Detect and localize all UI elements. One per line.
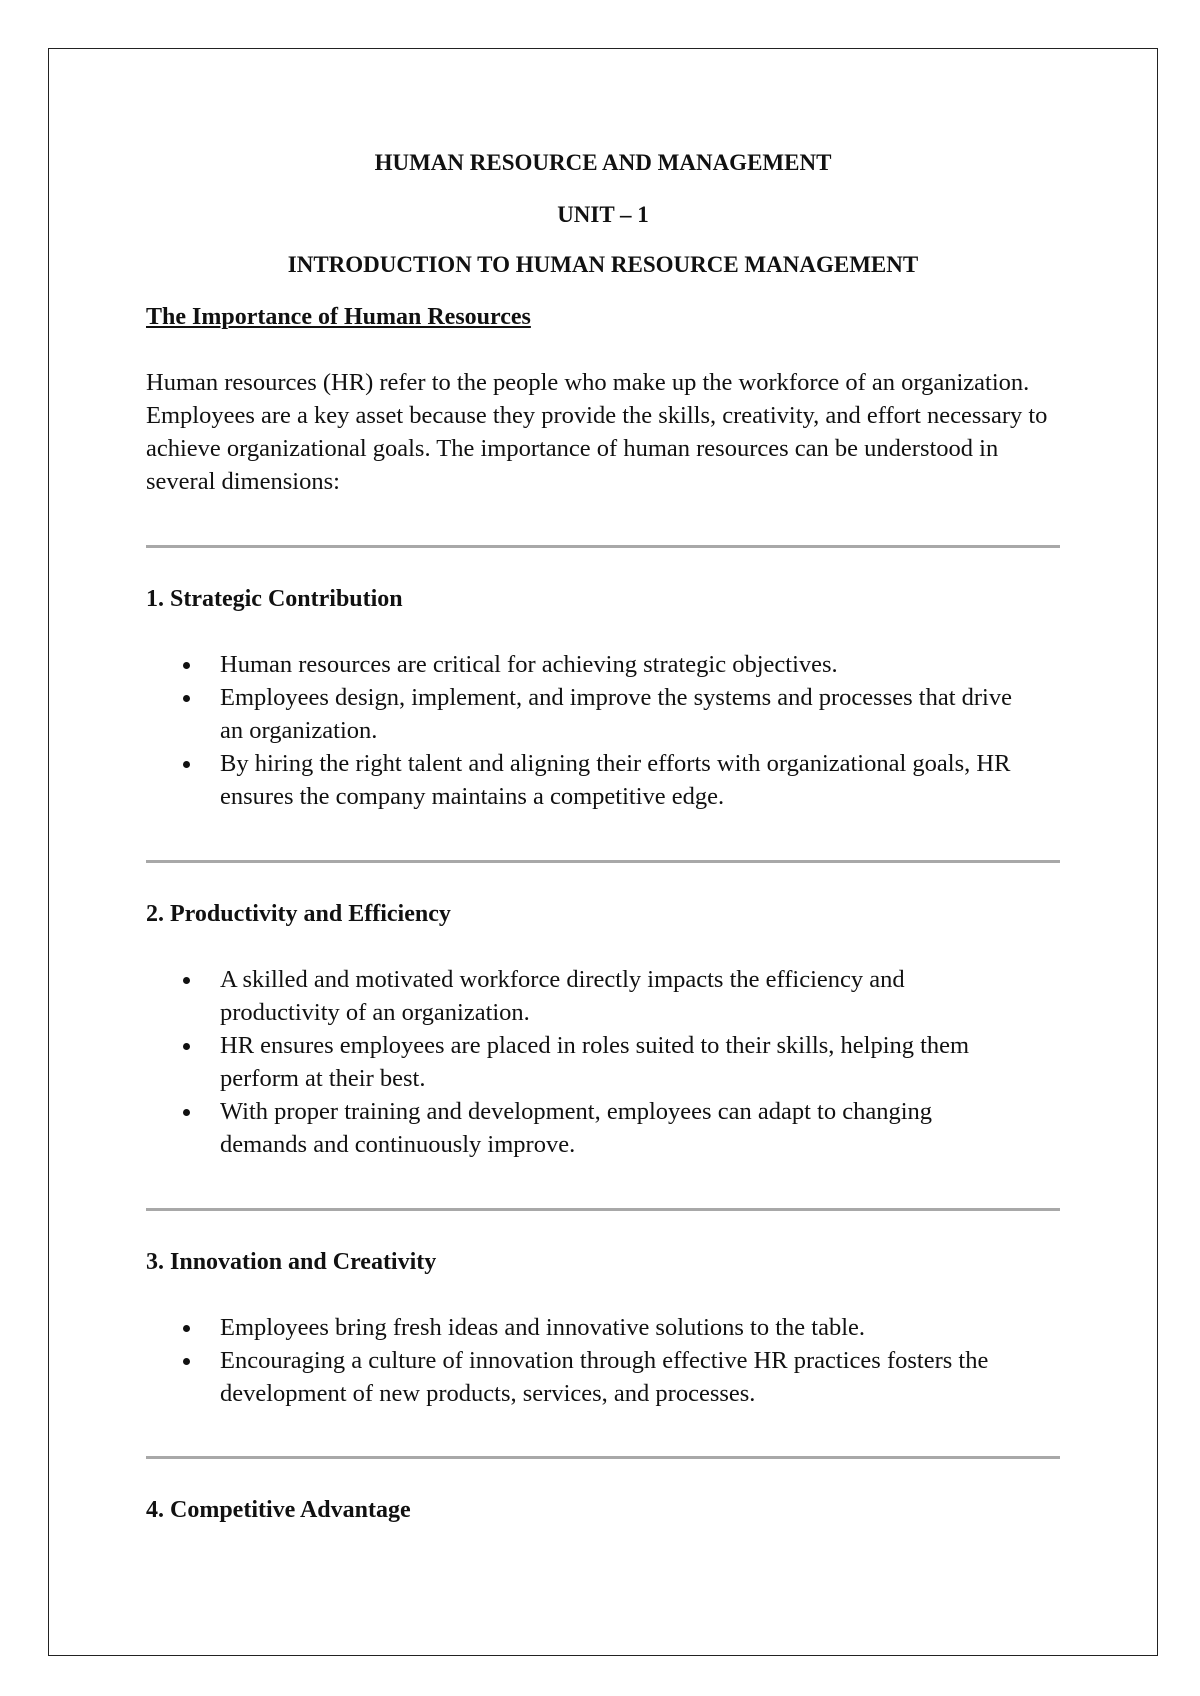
list-item: [146, 681, 1060, 747]
list-item-text: Employees bring fresh ideas and innovative solutions to the table.: [220, 1314, 866, 1341]
importance-subheading: The Importance of Human Resources: [146, 304, 531, 330]
innovation-creativity-list: [146, 1311, 1060, 1410]
list-item-text: With proper training and development, employees can adapt to changing demands and continuously improve.: [220, 1098, 933, 1158]
section-heading-competitive-advantage: 4. Competitive Advantage: [146, 1497, 411, 1523]
bullet-icon: [183, 1109, 190, 1116]
list-item-text: Human resources are critical for achieving strategic objectives.: [220, 651, 838, 678]
chapter-title: INTRODUCTION TO HUMAN RESOURCE MANAGEMENT: [287, 252, 919, 277]
productivity-efficiency-list: [146, 963, 1060, 1161]
list-item: [146, 1029, 1060, 1095]
bullet-icon: [183, 1325, 190, 1332]
bullet-icon: [183, 761, 190, 768]
intro-paragraph: Human resources (HR) refer to the people who make up the workforce of an organization. Employees are a key asset because they provide the skills, creativity, and effort necessary to achieve organizational goals. The importance of human resources can be understood in several dimensions:: [146, 369, 1048, 495]
list-item: [146, 1344, 1060, 1410]
section-divider: [146, 545, 1060, 548]
strategic-contribution-list: [146, 648, 1060, 813]
list-item-text: HR ensures employees are placed in roles suited to their skills, helping them perform at their best.: [220, 1032, 970, 1092]
unit-label: UNIT – 1: [557, 202, 649, 227]
section-divider: [146, 860, 1060, 863]
section-heading-productivity-efficiency: 2. Productivity and Efficiency: [146, 901, 451, 927]
section-divider: [146, 1208, 1060, 1211]
bullet-icon: [183, 695, 190, 702]
bullet-icon: [183, 662, 190, 669]
list-item-text: A skilled and motivated workforce directly impacts the efficiency and productivity of an organization.: [220, 966, 905, 1026]
list-item: [146, 1095, 1060, 1161]
list-item: [146, 963, 1060, 1029]
bullet-icon: [183, 1358, 190, 1365]
list-item: [146, 648, 1060, 681]
section-heading-strategic-contribution: 1. Strategic Contribution: [146, 586, 403, 612]
document-title: HUMAN RESOURCE AND MANAGEMENT: [374, 150, 832, 175]
bullet-icon: [183, 977, 190, 984]
section-divider: [146, 1456, 1060, 1459]
page-border: [48, 48, 1158, 1656]
list-item-text: By hiring the right talent and aligning their efforts with organizational goals, HR ensures the company maintains a competitive edge.: [220, 750, 1011, 810]
list-item-text: Encouraging a culture of innovation through effective HR practices fosters the development of new products, services, and processes.: [220, 1347, 989, 1407]
list-item: [146, 1311, 1060, 1344]
bullet-icon: [183, 1043, 190, 1050]
section-heading-innovation-creativity: 3. Innovation and Creativity: [146, 1249, 437, 1275]
list-item: [146, 747, 1060, 813]
list-item-text: Employees design, implement, and improve the systems and processes that drive an organization.: [220, 684, 1012, 744]
